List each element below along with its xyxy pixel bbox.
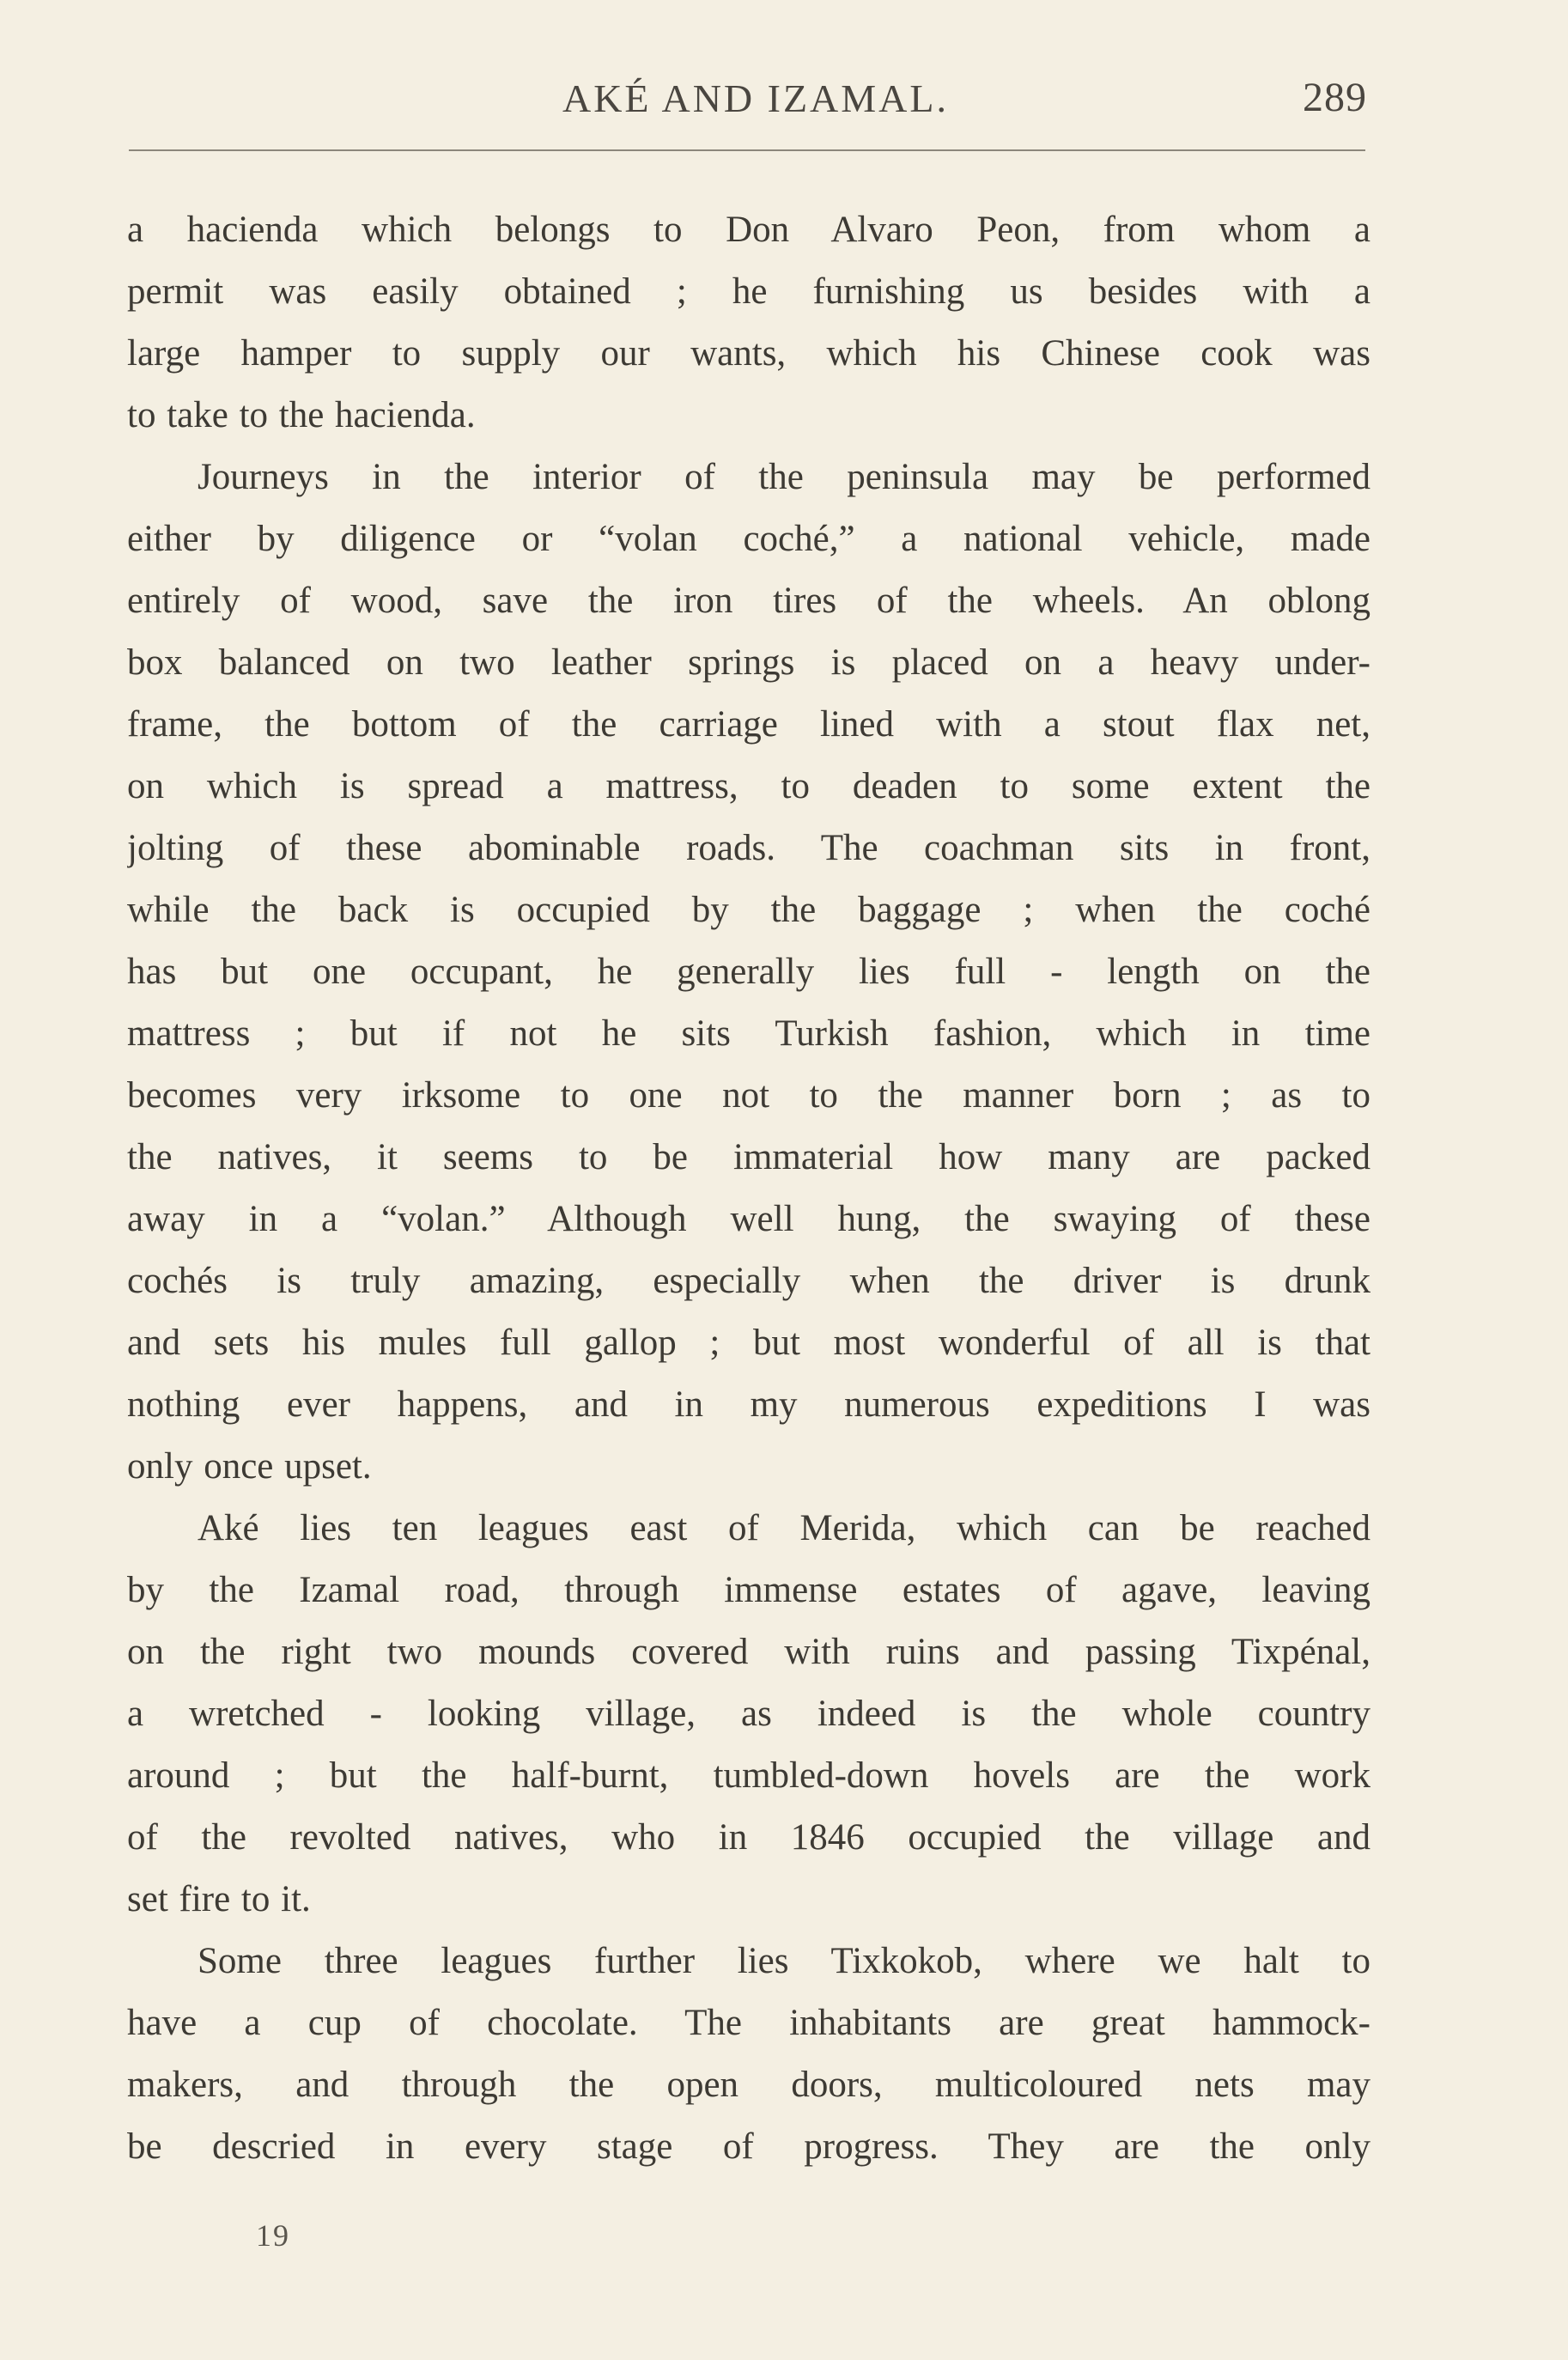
paragraph [127, 199, 1370, 447]
paragraph [127, 1498, 1370, 1931]
text-line: while the back is occupied by the baggage ; when the coché [127, 890, 1370, 930]
text-line: Aké lies ten leagues east of Merida, which can be reached [198, 1508, 1370, 1548]
text-line: Some three leagues further lies Tixkokob, where we halt to [198, 1941, 1370, 1981]
text-line: on the right two mounds covered with ruins and passing Tixpénal, [127, 1632, 1370, 1672]
text-line: frame, the bottom of the carriage lined with a stout flax net, [127, 704, 1370, 745]
text-line: away in a “volan.” Although well hung, the swaying of these [127, 1199, 1370, 1239]
text-line: set fire to it. [127, 1879, 311, 1919]
running-head [129, 69, 1383, 137]
text-line: has but one occupant, he generally lies full - length on the [127, 952, 1370, 992]
text-line: permit was easily obtained ; he furnishing us besides with a [127, 271, 1370, 312]
signature-mark: 19 [256, 2218, 290, 2253]
running-title: AKÉ AND IZAMAL. [562, 76, 949, 120]
text-line: mattress ; but if not he sits Turkish fashion, which in time [127, 1013, 1370, 1054]
text-line: entirely of wood, save the iron tires of the wheels. An oblong [127, 581, 1370, 621]
text-line: a wretched - looking village, as indeed is the whole country [127, 1694, 1370, 1734]
text-line: box balanced on two leather springs is placed on a heavy under- [127, 642, 1370, 683]
paragraph [127, 447, 1370, 1498]
page-number: 289 [1303, 75, 1367, 120]
text-line: and sets his mules full gallop ; but most wonderful of all is that [127, 1323, 1370, 1363]
header-rule [129, 149, 1365, 151]
text-line: be descried in every stage of progress. They are the only [127, 2126, 1370, 2167]
text-line: cochés is truly amazing, especially when the driver is drunk [127, 1261, 1370, 1301]
text-line: the natives, it seems to be immaterial how many are packed [127, 1137, 1370, 1177]
text-line: a hacienda which belongs to Don Alvaro Peon, from whom a [127, 210, 1370, 250]
text-line: to take to the hacienda. [127, 395, 476, 435]
paragraph [127, 1931, 1370, 2178]
text-line: jolting of these abominable roads. The coachman sits in front, [127, 828, 1370, 868]
text-line: large hamper to supply our wants, which his Chinese cook was [127, 333, 1370, 374]
text-line: on which is spread a mattress, to deaden to some extent the [127, 766, 1370, 806]
text-line: either by diligence or “volan coché,” a national vehicle, made [127, 519, 1370, 559]
text-line: only once upset. [127, 1446, 372, 1487]
text-line: Journeys in the interior of the peninsula may be performed [198, 457, 1370, 497]
text-line: makers, and through the open doors, multicoloured nets may [127, 2065, 1370, 2105]
text-line: of the revolted natives, who in 1846 occupied the village and [127, 1817, 1370, 1858]
text-line: around ; but the half-burnt, tumbled-down hovels are the work [127, 1755, 1370, 1796]
text-line: by the Izamal road, through immense estates of agave, leaving [127, 1570, 1370, 1610]
text-line: becomes very irksome to one not to the manner born ; as to [127, 1075, 1370, 1116]
text-line: nothing ever happens, and in my numerous expeditions I was [127, 1384, 1370, 1425]
body-text [127, 199, 1370, 2178]
text-line: have a cup of chocolate. The inhabitants are great hammock- [127, 2003, 1370, 2043]
